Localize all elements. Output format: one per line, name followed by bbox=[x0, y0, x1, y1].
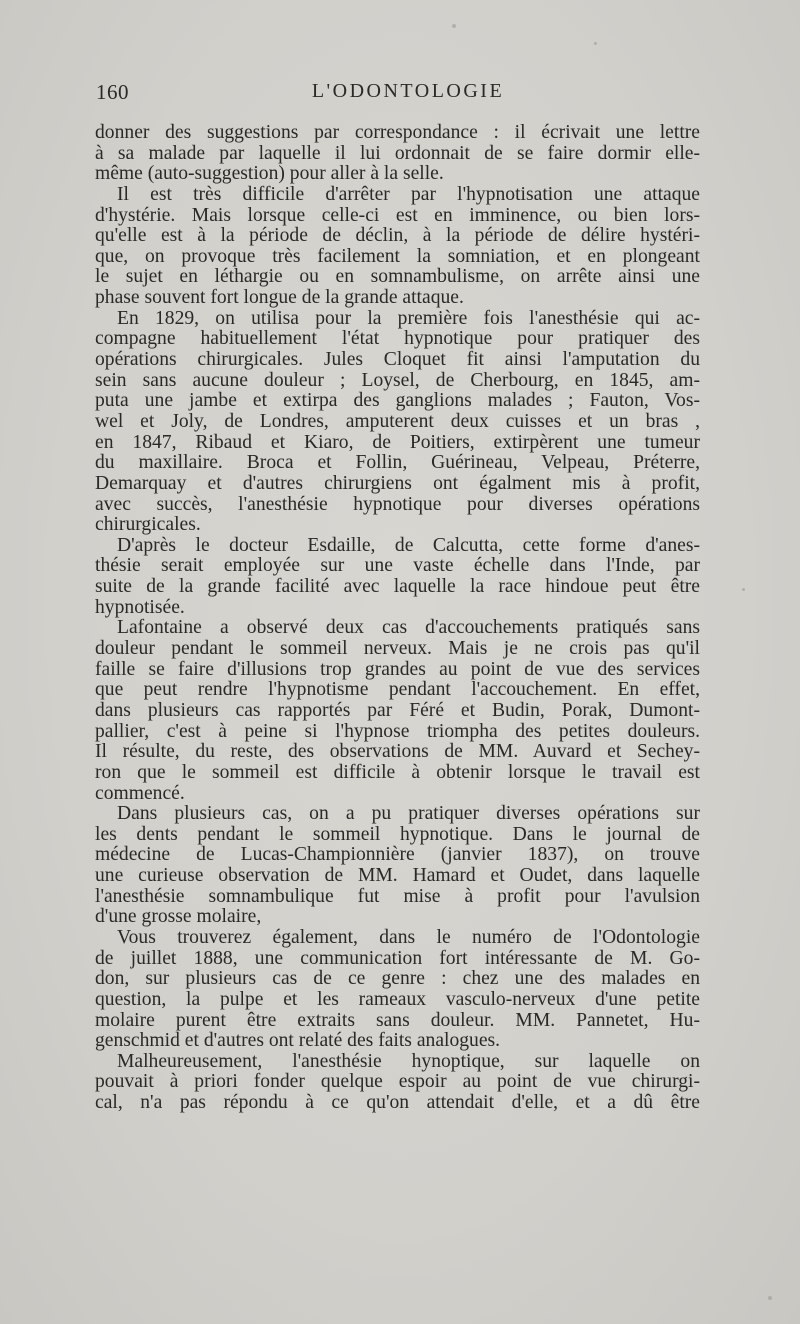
paper-speck bbox=[452, 24, 456, 28]
text-line: opérations chirurgicales. Jules Cloquet fit ainsi l'amputation du bbox=[95, 350, 700, 371]
text-line: commencé. bbox=[95, 783, 185, 804]
text-line: même (auto-suggestion) pour aller à la selle. bbox=[95, 164, 444, 185]
page-header bbox=[96, 80, 700, 106]
text-line: pallier, c'est à peine si l'hypnose triompha des petites douleurs. bbox=[95, 721, 700, 742]
text-line: cal, n'a pas répondu à ce qu'on attendait d'elle, et a dû être bbox=[95, 1093, 700, 1114]
text-line: chirurgicales. bbox=[95, 515, 201, 536]
text-line: avec succès, l'anesthésie hypnotique pour diverses opérations bbox=[95, 494, 700, 515]
text-line: en 1847, Ribaud et Kiaro, de Poitiers, extirpèrent une tumeur bbox=[95, 432, 700, 453]
text-line: D'après le docteur Esdaille, de Calcutta, cette forme d'anes- bbox=[117, 535, 700, 556]
text-line: de juillet 1888, une communication fort intéressante de M. Go- bbox=[95, 948, 700, 969]
text-line: sein sans aucune douleur ; Loysel, de Cherbourg, en 1845, am- bbox=[95, 370, 700, 391]
text-line: ron que le sommeil est difficile à obtenir lorsque le travail est bbox=[95, 762, 700, 783]
text-line: Dans plusieurs cas, on a pu pratiquer diverses opérations sur bbox=[117, 804, 700, 825]
text-line: à sa malade par laquelle il lui ordonnait de se faire dormir elle- bbox=[95, 143, 700, 164]
text-line: hypnotisée. bbox=[95, 597, 185, 618]
text-line: donner des suggestions par correspondance : il écrivait une lettre bbox=[95, 123, 700, 143]
text-line: molaire purent être extraits sans douleur. MM. Pannetet, Hu- bbox=[95, 1010, 700, 1031]
text-line: Lafontaine a observé deux cas d'accouchements pratiqués sans bbox=[117, 618, 700, 639]
paper-speck bbox=[594, 42, 597, 45]
text-line: que, on provoque très facilement la somniation, et en plongeant bbox=[95, 246, 700, 267]
text-line: puta une jambe et extirpa des ganglions malades ; Fauton, Vos- bbox=[95, 391, 700, 412]
text-line: l'anesthésie somnambulique fut mise à profit pour l'avulsion bbox=[95, 886, 700, 907]
text-line: le sujet en léthargie ou en somnambulisme, on arrête ainsi une bbox=[95, 267, 700, 288]
text-line: Malheureusement, l'anesthésie hynoptique, sur laquelle on bbox=[117, 1051, 700, 1072]
text-line: médecine de Lucas-Championnière (janvier 1837), on trouve bbox=[95, 845, 700, 866]
text-line: thésie serait employée sur une vaste échelle dans l'Inde, par bbox=[95, 556, 700, 577]
page-number: 160 bbox=[96, 80, 129, 104]
text-line: genschmid et d'autres ont relaté des faits analogues. bbox=[95, 1031, 501, 1052]
text-line: suite de la grande facilité avec laquelle la race hindoue peut être bbox=[95, 577, 700, 598]
text-line: pouvait à priori fonder quelque espoir au point de vue chirurgi- bbox=[95, 1072, 700, 1093]
text-line: qu'elle est à la période de déclin, à la période de délire hystéri- bbox=[95, 226, 700, 247]
text-line: les dents pendant le sommeil hypnotique. Dans le journal de bbox=[95, 824, 700, 845]
text-line: faille se faire d'illusions trop grandes au point de vue des services bbox=[95, 659, 700, 680]
paper-speck bbox=[742, 588, 745, 591]
text-line: don, sur plusieurs cas de ce genre : chez une des malades en bbox=[95, 969, 700, 990]
text-line: Il est très difficile d'arrêter par l'hypnotisation une attaque bbox=[117, 184, 700, 205]
body-text bbox=[95, 123, 700, 1114]
text-line: En 1829, on utilisa pour la première fois l'anesthésie qui ac- bbox=[117, 308, 700, 329]
text-line: phase souvent fort longue de la grande attaque. bbox=[95, 288, 464, 309]
text-line: question, la pulpe et les rameaux vasculo-nerveux d'une petite bbox=[95, 989, 700, 1010]
text-line: du maxillaire. Broca et Follin, Guérineau, Velpeau, Préterre, bbox=[95, 453, 700, 474]
text-line: Demarquay et d'autres chirurgiens ont égalment mis à profit, bbox=[95, 473, 700, 494]
text-line: que peut rendre l'hypnotisme pendant l'accouchement. En effet, bbox=[95, 680, 700, 701]
text-line: compagne habituellement l'état hypnotique pour pratiquer des bbox=[95, 329, 700, 350]
text-line: d'hystérie. Mais lorsque celle-ci est en imminence, ou bien lors- bbox=[95, 205, 700, 226]
running-head: L'ODONTOLOGIE bbox=[311, 80, 505, 102]
text-line: dans plusieurs cas rapportés par Féré et Budin, Porak, Dumont- bbox=[95, 700, 700, 721]
text-line: Il résulte, du reste, des observations de MM. Auvard et Sechey- bbox=[95, 742, 700, 763]
paper-speck bbox=[768, 1296, 772, 1300]
text-line: douleur pendant le sommeil nerveux. Mais je ne crois pas qu'il bbox=[95, 639, 700, 660]
text-line: wel et Joly, de Londres, amputerent deux cuisses et un bras , bbox=[95, 411, 700, 432]
text-line: une curieuse observation de MM. Hamard et Oudet, dans laquelle bbox=[95, 866, 700, 887]
text-line: Vous trouverez également, dans le numéro de l'Odontologie bbox=[117, 927, 700, 948]
text-line: d'une grosse molaire, bbox=[95, 907, 262, 928]
